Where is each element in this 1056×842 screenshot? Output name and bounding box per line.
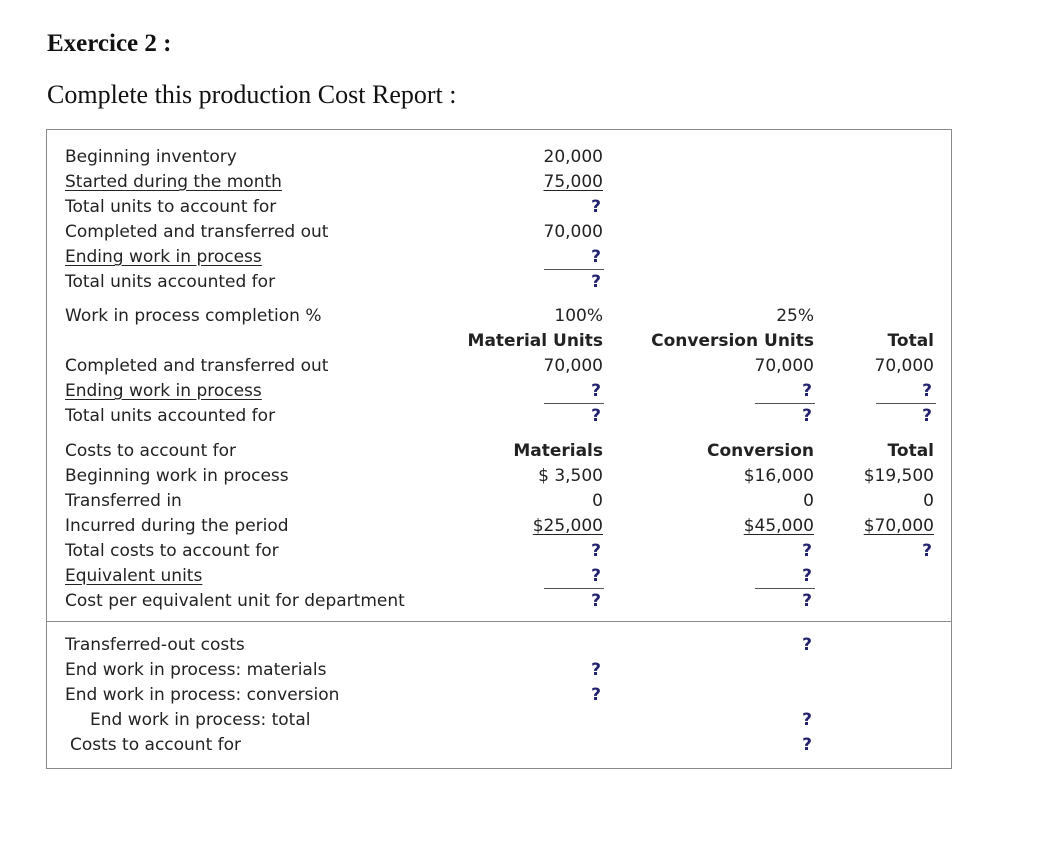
beginning-wip-cost-total: $19,500 xyxy=(863,466,934,486)
incurred-label: Incurred during the period xyxy=(65,516,289,536)
total-units-accounted-label: Total units accounted for xyxy=(65,272,276,292)
cost-per-unit-label: Cost per equivalent unit for department xyxy=(65,591,405,611)
end-wip-materials-label: End work in process: materials xyxy=(65,660,327,680)
beginning-wip-cost-conversion: $16,000 xyxy=(743,466,814,486)
transferred-in-label: Transferred in xyxy=(65,491,182,511)
incurred-materials: $25,000 xyxy=(532,516,603,536)
eu-completed-materials: 70,000 xyxy=(543,356,603,376)
end-wip-conversion-label: End work in process: conversion xyxy=(65,685,340,705)
material-units-header: Material Units xyxy=(467,331,603,351)
transferred-out-costs-value: ? xyxy=(802,635,812,655)
transferred-in-total: 0 xyxy=(923,491,934,511)
equivalent-units-conversion: ? xyxy=(802,566,812,586)
total-header: Total xyxy=(887,441,934,461)
underline-rule xyxy=(544,403,604,404)
completion-conversion: 25% xyxy=(776,306,814,326)
exercise-heading: Exercice 2 : xyxy=(47,30,172,57)
cost-per-unit-conversion: ? xyxy=(802,591,812,611)
equivalent-units-materials: ? xyxy=(591,566,601,586)
costs-to-account-value: ? xyxy=(802,735,812,755)
section-divider xyxy=(47,621,951,622)
transferred-out-costs-label: Transferred-out costs xyxy=(65,635,245,655)
total-units-accounted-value: ? xyxy=(591,272,601,292)
beginning-inventory-value: 20,000 xyxy=(543,147,603,167)
end-wip-materials-value: ? xyxy=(591,660,601,680)
total-costs-materials: ? xyxy=(591,541,601,561)
beginning-inventory-label: Beginning inventory xyxy=(65,147,237,167)
total-costs-label: Total costs to account for xyxy=(65,541,279,561)
underline-rule xyxy=(876,403,936,404)
production-cost-report xyxy=(46,129,952,769)
underline-rule xyxy=(544,269,604,270)
completion-materials: 100% xyxy=(554,306,603,326)
incurred-total: $70,000 xyxy=(863,516,934,536)
eu-completed-conversion: 70,000 xyxy=(754,356,814,376)
completed-label: Completed and transferred out xyxy=(65,222,329,242)
conversion-header: Conversion xyxy=(707,441,814,461)
end-wip-total-value: ? xyxy=(802,710,812,730)
equivalent-units-label: Equivalent units xyxy=(65,566,203,586)
transferred-in-conversion: 0 xyxy=(803,491,814,511)
end-wip-total-label: End work in process: total xyxy=(90,710,311,730)
eu-total-accounted-label: Total units accounted for xyxy=(65,406,276,426)
eu-total-accounted-conversion: ? xyxy=(802,406,812,426)
ending-wip-label: Ending work in process xyxy=(65,247,262,267)
eu-completed-label: Completed and transferred out xyxy=(65,356,329,376)
total-units-header: Total xyxy=(887,331,934,351)
cost-per-unit-materials: ? xyxy=(591,591,601,611)
beginning-wip-cost-materials: $ 3,500 xyxy=(538,466,603,486)
transferred-in-materials: 0 xyxy=(592,491,603,511)
beginning-wip-cost-label: Beginning work in process xyxy=(65,466,289,486)
end-wip-conversion-value: ? xyxy=(591,685,601,705)
underline-rule xyxy=(755,588,815,589)
incurred-conversion: $45,000 xyxy=(743,516,814,536)
eu-ending-wip-label: Ending work in process xyxy=(65,381,262,401)
completed-value: 70,000 xyxy=(543,222,603,242)
instruction-text: Complete this production Cost Report : xyxy=(47,80,457,109)
underline-rule xyxy=(544,588,604,589)
ending-wip-value: ? xyxy=(591,247,601,267)
total-costs-conversion: ? xyxy=(802,541,812,561)
total-units-to-account-label: Total units to account for xyxy=(65,197,277,217)
started-label: Started during the month xyxy=(65,172,282,192)
underline-rule xyxy=(755,403,815,404)
eu-ending-wip-total: ? xyxy=(922,381,932,401)
conversion-units-header: Conversion Units xyxy=(651,331,814,351)
eu-completed-total: 70,000 xyxy=(874,356,934,376)
eu-ending-wip-materials: ? xyxy=(591,381,601,401)
completion-percent-label: Work in process completion % xyxy=(65,306,322,326)
eu-ending-wip-conversion: ? xyxy=(802,381,812,401)
costs-to-account-label: Costs to account for xyxy=(70,735,242,755)
total-units-to-account-value: ? xyxy=(591,197,601,217)
eu-total-accounted-materials: ? xyxy=(591,406,601,426)
costs-header-label: Costs to account for xyxy=(65,441,237,461)
started-value: 75,000 xyxy=(543,172,603,192)
eu-total-accounted-total: ? xyxy=(922,406,932,426)
total-costs-total: ? xyxy=(922,541,932,561)
materials-header: Materials xyxy=(513,441,603,461)
